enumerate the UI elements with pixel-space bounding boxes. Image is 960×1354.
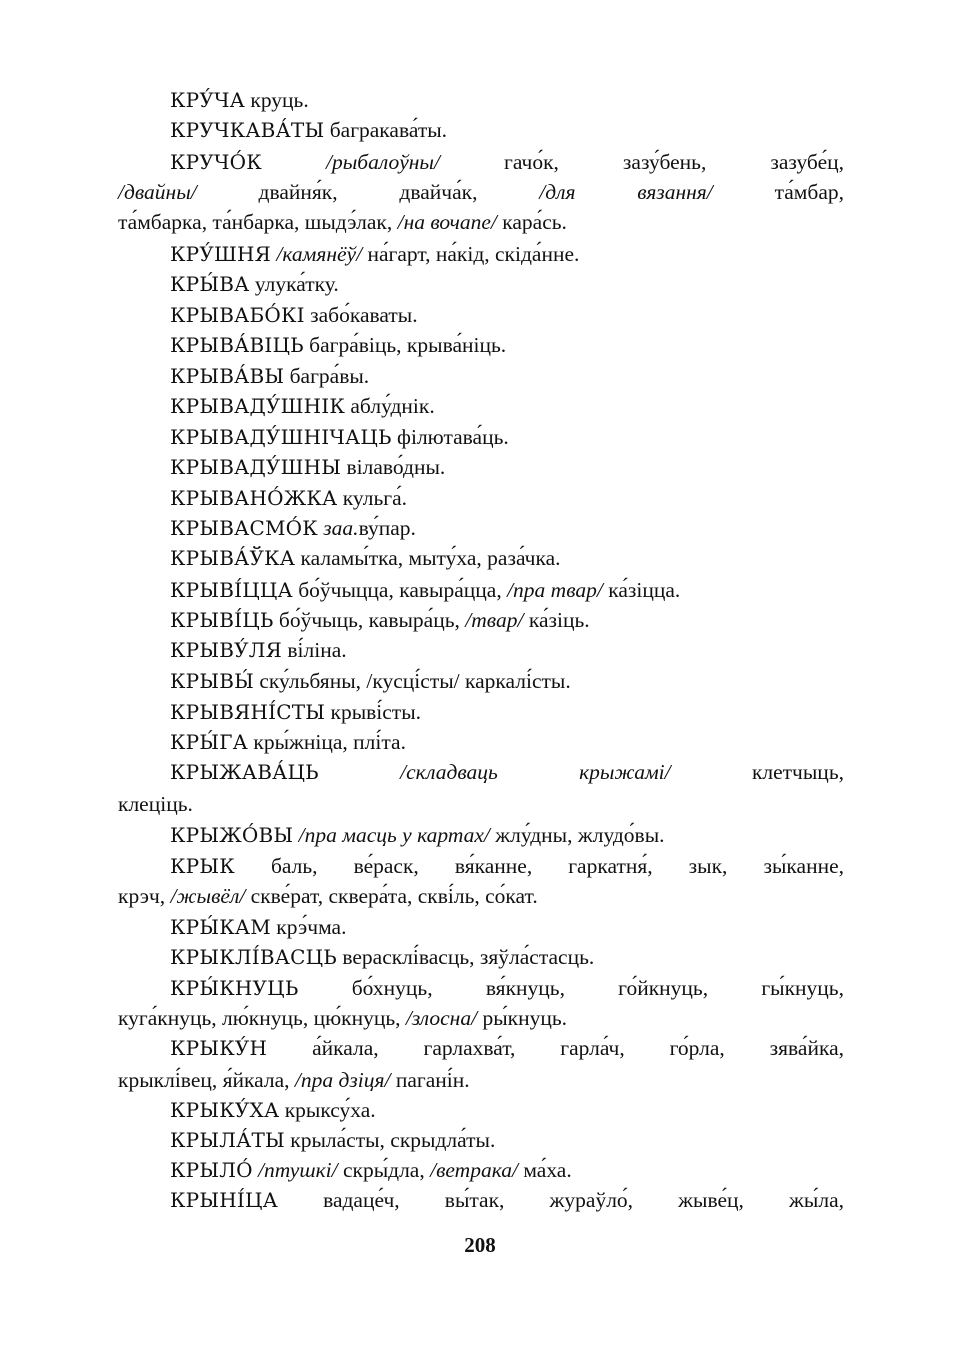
usage-note: /складваць крыжамі/ (400, 760, 671, 784)
dictionary-entry (118, 727, 844, 757)
usage-note: /для вязання/ (539, 180, 713, 204)
usage-note: /жывёл/ (170, 884, 246, 908)
synonyms: улука́тку. (249, 272, 339, 296)
synonyms (262, 150, 326, 174)
headword: КРЫВАДУ́ШНІЧАЦЬ (170, 425, 392, 449)
synonyms: клетчыць, (670, 760, 844, 784)
synonyms: крэч, (118, 884, 171, 908)
dictionary-entry (118, 1033, 844, 1063)
synonyms: вадаце́ч, вы́так, жураўло́, жыве́ц, жы́ла, (277, 1188, 844, 1212)
dictionary-entry (118, 513, 844, 543)
dictionary-entry (118, 973, 844, 1003)
dictionary-entry (118, 330, 844, 360)
headword: КРЫВЫ́ (170, 669, 254, 693)
synonyms: скве́рат, сквера́та, скві́ль, со́кат. (245, 884, 538, 908)
dictionary-entry (118, 391, 844, 421)
synonyms: верасклі́васць, зяўла́стасць. (336, 945, 595, 969)
usage-note: /твар/ (465, 608, 524, 632)
dictionary-entry (118, 820, 844, 850)
synonyms: каламы́тка, мыту́ха, раза́чка. (295, 546, 561, 570)
synonyms: крыклі́вец, я́йкала, (118, 1068, 295, 1092)
synonyms: жлу́дны, жлудо́вы. (489, 823, 665, 847)
synonyms: на́гарт, на́кід, скіда́нне. (362, 242, 580, 266)
entry-continuation (118, 177, 844, 207)
synonyms: крыксу́ха. (279, 1098, 376, 1122)
dictionary-entry (118, 300, 844, 330)
synonyms: ка́зіцца. (602, 578, 681, 602)
headword: КРУЧО́К (170, 150, 262, 174)
synonyms: а́йкала, гарлахва́т, гарла́ч, го́рла, зява́йка, (267, 1036, 844, 1060)
headword: КРЫЛО́ (170, 1158, 253, 1182)
headword: КРЫВАНО́ЖКА (170, 486, 338, 510)
usage-note: /камянёў/ (276, 242, 363, 266)
headword: КРУ́ЧА (170, 88, 245, 112)
synonyms: баль, ве́раск, вя́канне, гаркатня́, зык, зы́канне, (234, 854, 844, 878)
dictionary-entry (118, 697, 844, 727)
synonyms: ры́кнуць. (477, 1006, 568, 1030)
headword: КРЫВУ́ЛЯ (170, 638, 283, 662)
usage-note: /ветрака/ (430, 1158, 518, 1182)
dictionary-entry (118, 147, 844, 177)
dictionary-entry (118, 942, 844, 972)
headword: КРЫ́КАМ (170, 915, 271, 939)
headword: КРЫВАДУ́ШНІК (170, 394, 346, 418)
page-number: 208 (464, 1233, 496, 1257)
synonyms: куга́кнуць, лю́кнуць, цю́кнуць, (118, 1006, 406, 1030)
headword: КРЫВІ́ЦЦА (170, 578, 293, 602)
dictionary-entry (118, 851, 844, 881)
synonyms: крыла́сты, скрыдла́ты. (284, 1128, 496, 1152)
dictionary-entry (118, 1095, 844, 1125)
synonyms: кара́сь. (496, 210, 567, 234)
dictionary-entry (118, 543, 844, 573)
synonyms: пагані́н. (390, 1068, 470, 1092)
headword: КРЫ́КНУЦЬ (170, 976, 299, 1000)
dictionary-entry (118, 269, 844, 299)
entry-continuation (118, 207, 844, 237)
headword: КРУ́ШНЯ (170, 242, 272, 266)
synonyms: багра́вы. (284, 364, 370, 388)
headword: КРУЧКАВА́ТЫ (170, 118, 325, 142)
usage-note: /птушкі/ (258, 1158, 338, 1182)
headword: КРЫЛА́ТЫ (170, 1128, 285, 1152)
synonyms: гачо́к, зазу́бень, зазубе́ц, (439, 150, 845, 174)
usage-note: /на вочапе/ (397, 210, 497, 234)
synonyms: ску́льбяны, /кусці́сты/ каркалі́сты. (254, 669, 571, 693)
synonyms: аблу́днік. (345, 394, 435, 418)
headword: КРЫКЛІ́ВАСЦЬ (170, 945, 337, 969)
headword: КРЫВАСМО́К (170, 516, 318, 540)
synonyms: ві́ліна. (282, 638, 347, 662)
dictionary-entry (118, 912, 844, 942)
synonyms: кульга́. (337, 486, 407, 510)
headword: КРЫЖО́ВЫ (170, 823, 294, 847)
synonyms: крэ́чма. (270, 915, 347, 939)
dictionary-entry (118, 666, 844, 696)
headword: КРЫКУ́ХА (170, 1098, 280, 1122)
entry-continuation (118, 1065, 844, 1095)
synonyms: філютава́ць. (391, 425, 509, 449)
synonyms (319, 760, 400, 784)
synonyms: двайня́к, двайча́к, (196, 180, 540, 204)
headword: КРЫ́ВА (170, 272, 250, 296)
synonyms: бо́хнуць, вя́кнуць, го́йкнуць, гы́кнуць, (298, 976, 844, 1000)
synonyms: та́мбарка, та́нбарка, шыдэ́лак, (118, 210, 398, 234)
synonyms: багра́віць, крыва́ніць. (303, 333, 507, 357)
headword: КРЫВІ́ЦЬ (170, 608, 274, 632)
headword: КРЫЖАВА́ЦЬ (170, 760, 319, 784)
synonyms: круць. (245, 88, 309, 112)
headword: КРЫВАДУ́ШНЫ (170, 455, 342, 479)
dictionary-entry (118, 452, 844, 482)
synonyms: клеціць. (118, 792, 193, 816)
entry-continuation (118, 789, 844, 819)
synonyms: крыві́сты. (325, 700, 422, 724)
dictionary-entry (118, 605, 844, 635)
dictionary-entry (118, 85, 844, 115)
headword: КРЫ́ГА (170, 730, 249, 754)
synonyms: ву́пар. (358, 516, 416, 540)
dictionary-entry (118, 422, 844, 452)
dictionary-entry (118, 115, 844, 145)
dictionary-entry (118, 1155, 844, 1185)
synonyms: бо́ўчыцца, кавыра́цца, (292, 578, 508, 602)
headword: КРЫНІ́ЦА (170, 1188, 278, 1212)
headword: КРЫВА́ВЫ (170, 364, 285, 388)
synonyms: кры́жніца, плі́та. (248, 730, 406, 754)
headword: КРЫВАБО́КІ (170, 303, 305, 327)
dictionary-entry (118, 1185, 844, 1215)
synonyms: вілаво́дны. (341, 455, 446, 479)
dictionary-entry (118, 575, 844, 605)
headword: КРЫКУ́Н (170, 1036, 268, 1060)
dictionary-entry (118, 239, 844, 269)
usage-note: /рыбалоўны/ (325, 150, 440, 174)
dictionary-entry (118, 1125, 844, 1155)
entry-continuation (118, 881, 844, 911)
dictionary-entry (118, 757, 844, 787)
usage-note: заа. (323, 516, 359, 540)
synonyms: багракава́ты. (324, 118, 448, 142)
headword: КРЫВЯНІ́СТЫ (170, 700, 326, 724)
synonyms: забо́каваты. (304, 303, 418, 327)
usage-note: /злосна/ (405, 1006, 478, 1030)
synonyms: скры́дла, (337, 1158, 431, 1182)
synonyms: та́мбар, (712, 180, 844, 204)
dictionary-entry (118, 483, 844, 513)
dictionary-entry (118, 361, 844, 391)
headword: КРЫК (170, 854, 235, 878)
entry-continuation (118, 1003, 844, 1033)
headword: КРЫВА́ЎКА (170, 546, 296, 570)
synonyms: бо́ўчыць, кавыра́ць, (273, 608, 466, 632)
synonyms: ма́ха. (517, 1158, 572, 1182)
dictionary-entry (118, 635, 844, 665)
headword: КРЫВА́ВІЦЬ (170, 333, 304, 357)
usage-note: /пра дзіця/ (294, 1068, 391, 1092)
synonyms: ка́зіць. (523, 608, 590, 632)
usage-note: /двайны/ (118, 180, 197, 204)
usage-note: /пра масць у картах/ (298, 823, 490, 847)
usage-note: /пра твар/ (507, 578, 603, 602)
